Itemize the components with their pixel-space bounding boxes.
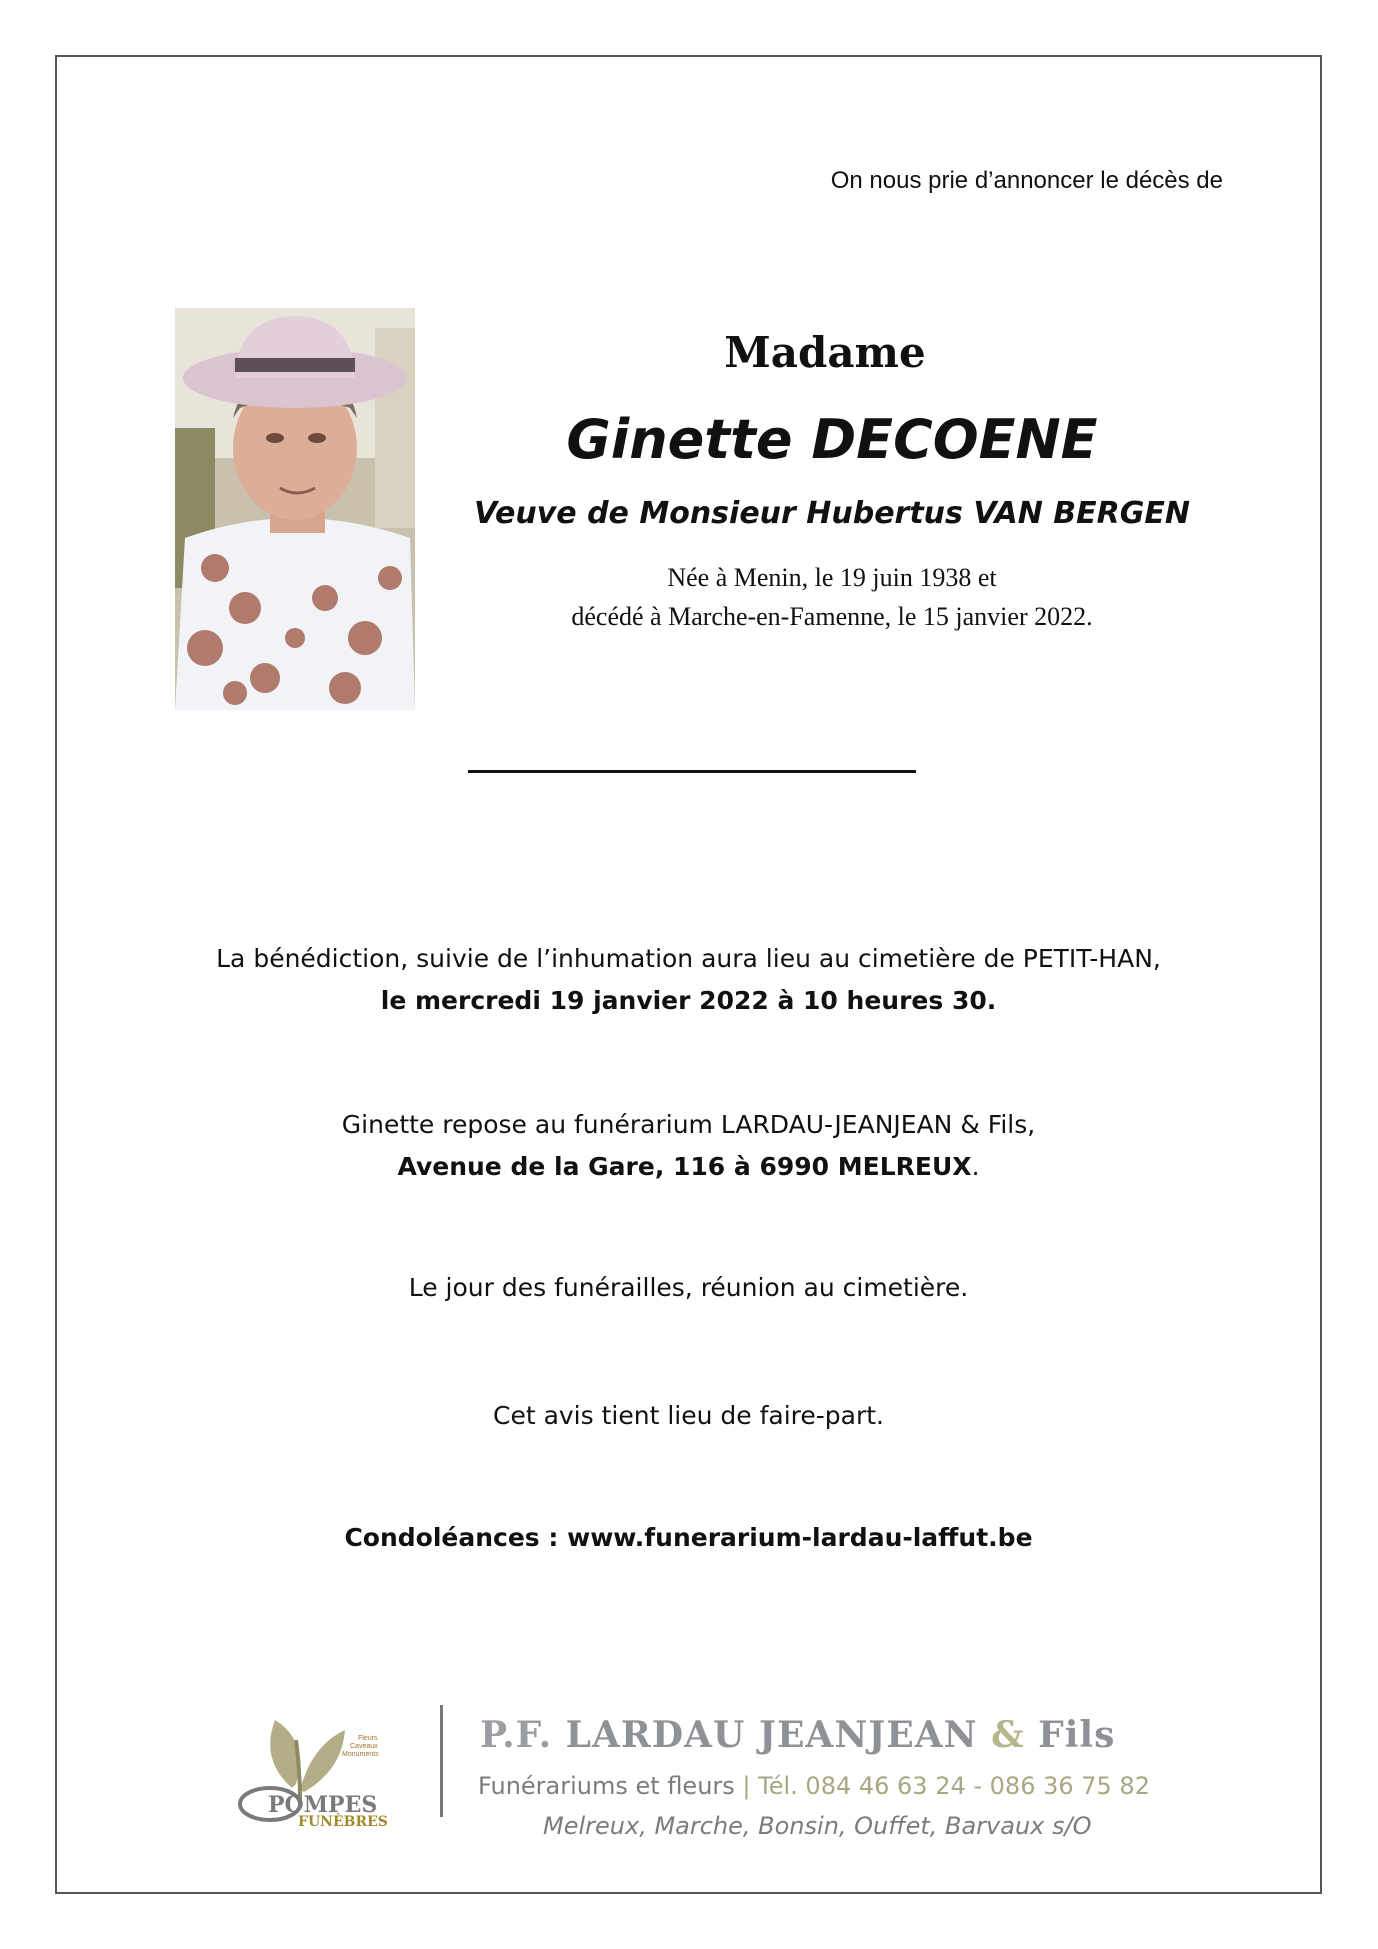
rest-address	[55, 1146, 1322, 1188]
logo-word-1: POMPES	[268, 1792, 378, 1818]
company-services	[478, 1772, 1150, 1800]
ceremony-block	[55, 938, 1322, 1022]
faire-part-text: Cet avis tient lieu de faire-part.	[492, 1401, 884, 1430]
company-amp: &	[991, 1714, 1025, 1756]
ceremony-line: La bénédiction, suivie de l’inhumation aura lieu au cimetière de PETIT-HAN,	[216, 944, 1161, 973]
logo-small-text-1: Fleurs	[358, 1735, 378, 1742]
rest-block	[55, 1104, 1322, 1188]
birth-death-dates	[0, 558, 1378, 636]
intro-text: On nous prie d’annoncer le décès de	[830, 167, 1223, 194]
rest-address-end: .	[971, 1152, 980, 1181]
services-separator: |	[742, 1772, 751, 1800]
logo-word-2: FUNÈBRES	[298, 1814, 388, 1830]
widow-line: Veuve de Monsieur Hubertus VAN BERGEN	[474, 496, 1190, 531]
company-logo	[230, 1700, 430, 1830]
company-main-name: LARDAU JEANJEAN	[565, 1714, 978, 1756]
company-name	[480, 1714, 1115, 1756]
logo-small-text-3: Monuments	[342, 1751, 379, 1758]
services-text: Funérariums et fleurs	[478, 1772, 735, 1800]
birth-line: Née à Menin, le 19 juin 1938 et	[667, 563, 997, 592]
phone-numbers: Tél. 084 46 63 24 - 086 36 75 82	[758, 1772, 1150, 1800]
honorific-title: Madame	[724, 328, 926, 377]
meeting-text: Le jour des funérailles, réunion au cimetière.	[408, 1273, 969, 1302]
company-locations: Melreux, Marche, Bonsin, Ouffet, Barvaux s/O	[543, 1812, 1092, 1840]
condolences-link[interactable]: Condoléances : www.funerarium-lardau-laffut.be	[344, 1523, 1033, 1552]
company-pf: P.F.	[480, 1714, 553, 1756]
death-line: décédé à Marche-en-Famenne, le 15 janvier 2022.	[571, 602, 1093, 631]
logo-small-text-2: Caveaux	[350, 1743, 378, 1750]
rest-line: Ginette repose au funérarium LARDAU-JEANJEAN & Fils,	[341, 1110, 1036, 1139]
ceremony-date: le mercredi 19 janvier 2022 à 10 heures 30.	[380, 986, 997, 1015]
footer-divider	[440, 1705, 443, 1817]
separator-line	[468, 770, 916, 773]
rest-address-bold: Avenue de la Gare, 116 à 6990 MELREUX	[397, 1152, 972, 1181]
deceased-name: Ginette DECOENE	[566, 408, 1098, 471]
company-fils: Fils	[1038, 1714, 1116, 1756]
